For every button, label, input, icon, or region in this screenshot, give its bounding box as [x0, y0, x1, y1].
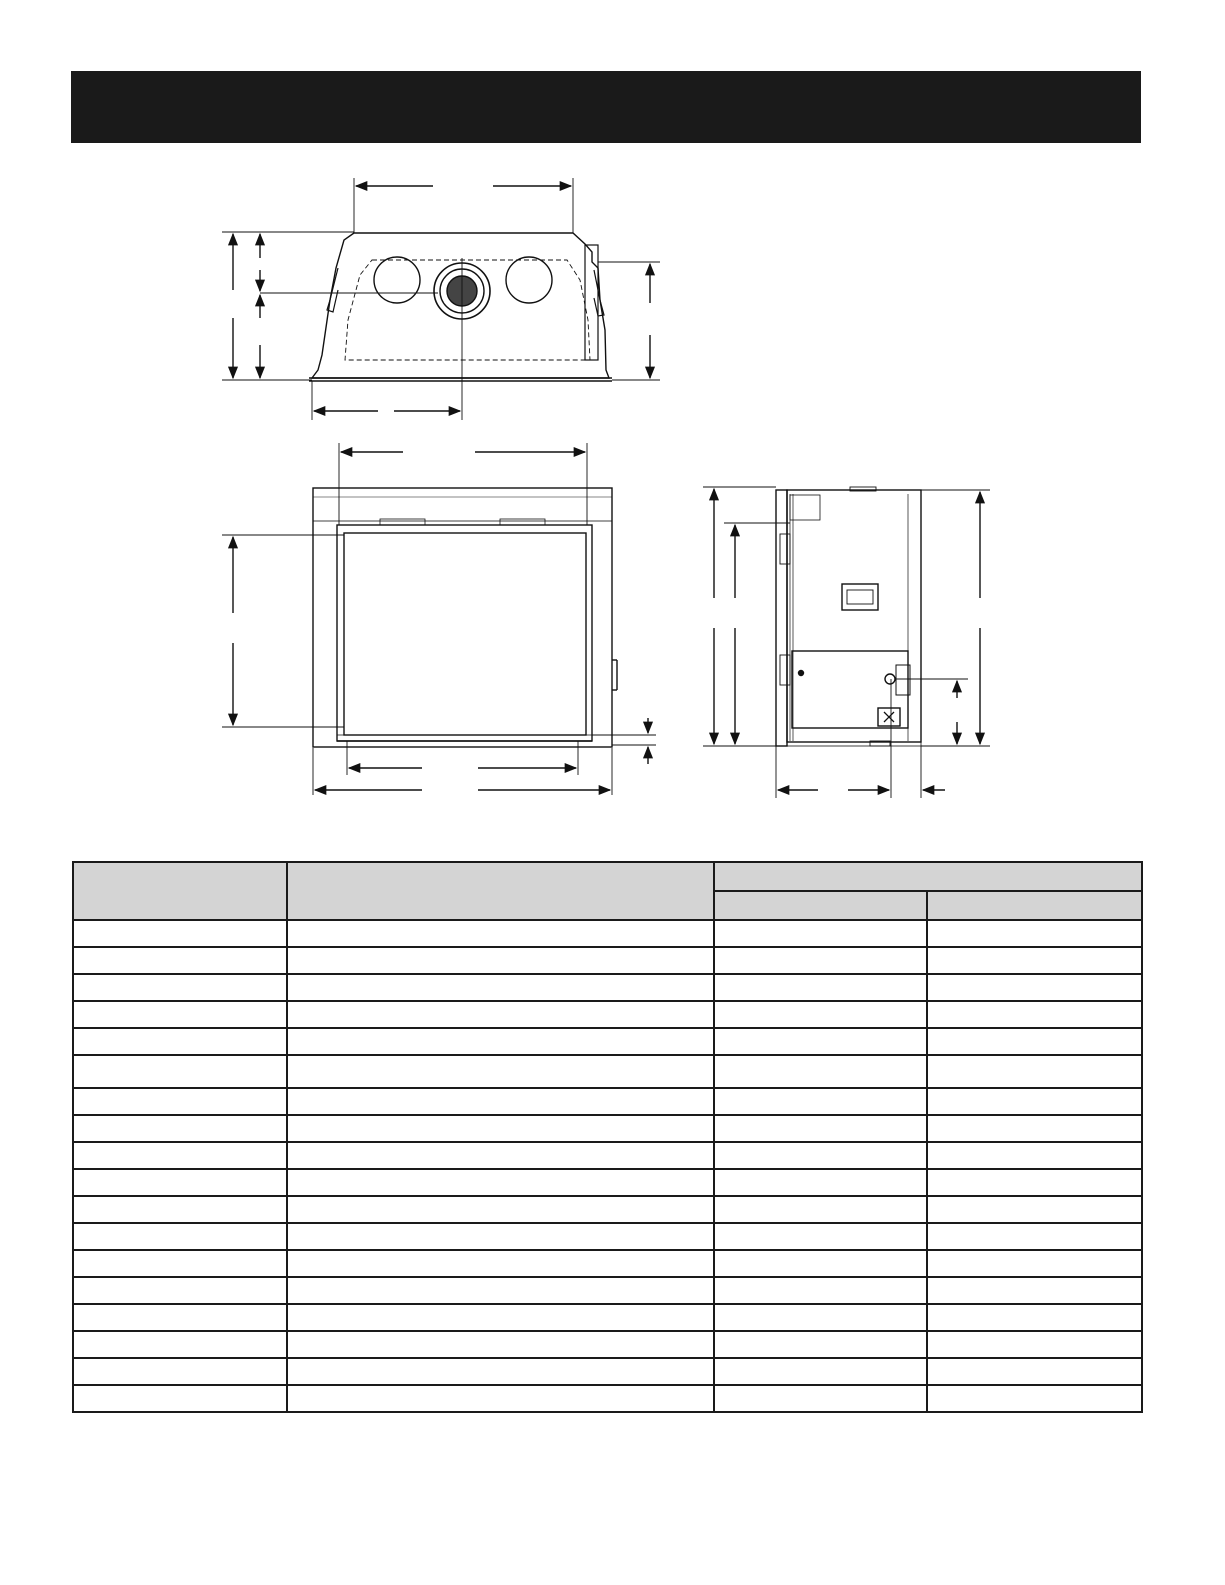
table-row	[73, 1223, 1142, 1250]
table-row	[73, 1358, 1142, 1385]
table-row	[73, 1115, 1142, 1142]
table-row	[73, 1055, 1142, 1088]
table-row	[73, 947, 1142, 974]
table-row	[73, 920, 1142, 947]
table-row	[73, 1001, 1142, 1028]
table-row	[73, 1142, 1142, 1169]
table-row	[73, 1385, 1142, 1412]
table-header-sub1	[714, 891, 928, 920]
table-row	[73, 974, 1142, 1001]
table-row	[73, 1028, 1142, 1055]
top-view-drawing	[222, 178, 660, 420]
table-header-sub2	[927, 891, 1142, 920]
specification-table	[72, 861, 1143, 1413]
table-header-col2	[287, 862, 714, 920]
front-view-drawing	[222, 443, 656, 795]
table-header-group	[714, 862, 1142, 891]
table-row	[73, 1169, 1142, 1196]
table-row	[73, 1250, 1142, 1277]
table-row	[73, 1277, 1142, 1304]
table-row	[73, 1331, 1142, 1358]
side-view-drawing	[703, 487, 990, 798]
table-header-col1	[73, 862, 287, 920]
table-row	[73, 1196, 1142, 1223]
table-row	[73, 1088, 1142, 1115]
table-row	[73, 1304, 1142, 1331]
